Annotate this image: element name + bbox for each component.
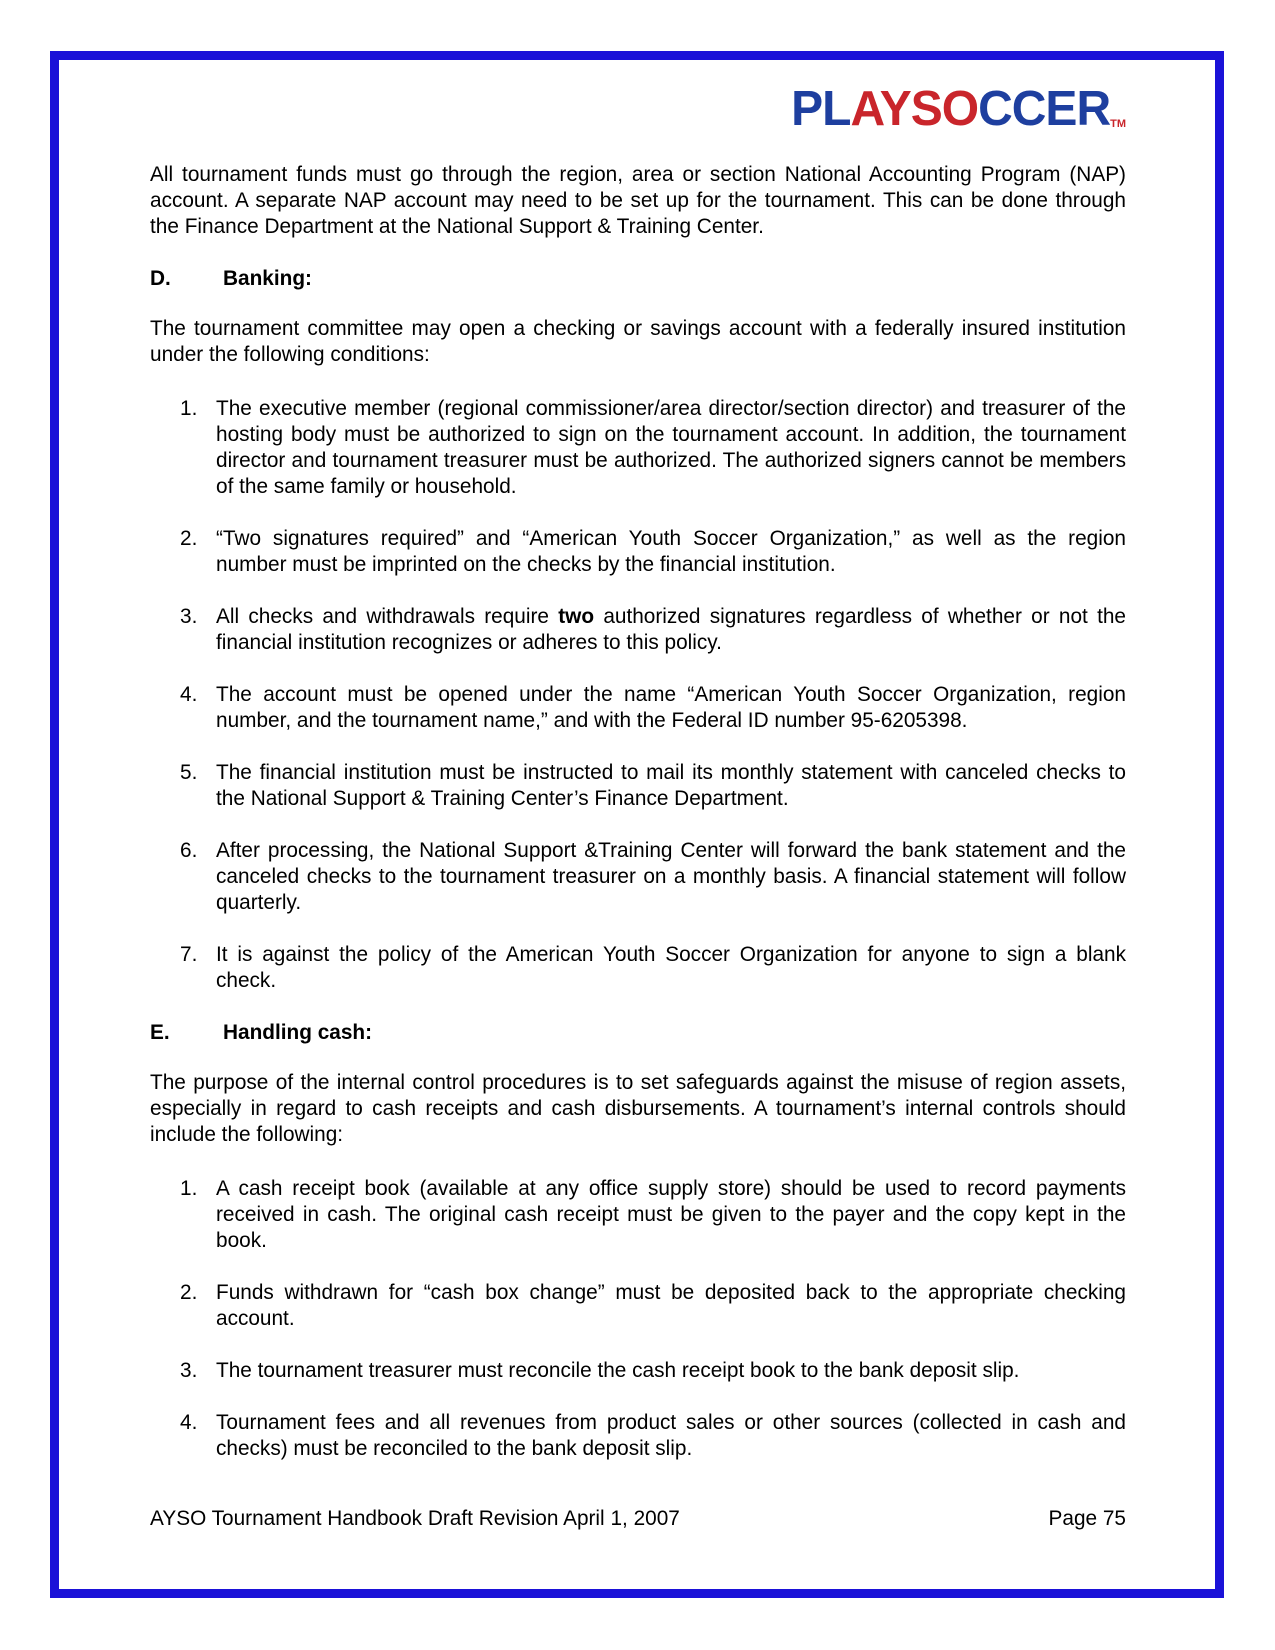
item-number: 2. (180, 1281, 198, 1304)
item-number: 6. (180, 839, 198, 862)
section-heading-banking (150, 266, 1126, 292)
item-text: Tournament fees and all revenues from product sales or other sources (collected in cash and checks) must be reconciled to the bank deposit slip. (216, 1411, 1126, 1460)
section-heading-handling-cash (150, 1020, 1126, 1046)
list-item (150, 1358, 1126, 1384)
item-text: It is against the policy of the American Youth Soccer Organization for anyone to sign a blank check. (216, 943, 1126, 992)
banking-list (150, 396, 1126, 994)
item-number: 7. (180, 943, 198, 966)
item-number: 2. (180, 527, 198, 550)
item-text: The tournament treasurer must reconcile the cash receipt book to the bank deposit slip. (216, 1359, 1020, 1382)
page-footer (150, 1506, 1126, 1532)
item-number: 3. (180, 1359, 198, 1382)
list-item (150, 396, 1126, 500)
item-text: Funds withdrawn for “cash box change” must be deposited back to the appropriate checking account. (216, 1281, 1126, 1330)
list-item (150, 604, 1126, 656)
page-number: Page 75 (1048, 1507, 1126, 1530)
list-item (150, 942, 1126, 994)
list-item (150, 760, 1126, 812)
item-number: 4. (180, 683, 198, 706)
section-letter: D. (150, 267, 171, 290)
item-number: 3. (180, 605, 198, 628)
list-item (150, 682, 1126, 734)
section-lead-banking: The tournament committee may open a checking or savings account with a federally insured institution under the following conditions: (150, 317, 1126, 366)
logo-segment-ccer: CCER (978, 82, 1111, 137)
list-item (150, 1176, 1126, 1254)
item-number: 5. (180, 761, 198, 784)
trademark-symbol: TM (1110, 118, 1126, 131)
item-text: A cash receipt book (available at any office supply store) should be used to record payments received in cash. The original cash receipt must be given to the payer and the copy kept in the book. (216, 1177, 1126, 1252)
item-number: 4. (180, 1411, 198, 1434)
page-border (50, 51, 1224, 1598)
logo-segment-ayso: AYSO (850, 82, 979, 137)
item-text: All checks and withdrawals require (216, 605, 559, 628)
item-text: authorized signatures regardless of whether or not the financial institution recognizes or adheres to this policy. (216, 605, 1126, 654)
item-text: The executive member (regional commissioner/area director/section director) and treasurer of the hosting body must be authorized to sign on the tournament account. In addition, the tournament director and tournament treasurer must be authorized. The authorized signers cannot be members of the same family or household. (216, 397, 1126, 498)
list-item (150, 526, 1126, 578)
item-text: The account must be opened under the name “American Youth Soccer Organization, region number, and the tournament name,” and with the Federal ID number 95-6205398. (216, 683, 1126, 732)
intro-paragraph: All tournament funds must go through the region, area or section National Accounting Program (NAP) account. A separate NAP account may need to be set up for the tournament. This can be done through the Finance Department at the National Support & Training Center. (150, 163, 1126, 238)
logo-row (150, 82, 1126, 148)
section-lead-handling-cash: The purpose of the internal control procedures is to set safeguards against the misuse of region assets, especially in regard to cash receipts and cash disbursements. A tournament’s internal controls should include the following: (150, 1071, 1126, 1146)
item-text: The financial institution must be instructed to mail its monthly statement with canceled checks to the National Support & Training Center’s Finance Department. (216, 761, 1126, 810)
item-text: After processing, the National Support &Training Center will forward the bank statement and the canceled checks to the tournament treasurer on a monthly basis. A financial statement will follow quarterly. (216, 839, 1126, 914)
list-item (150, 1280, 1126, 1332)
item-bold-text: two (558, 605, 595, 628)
handling-cash-list (150, 1176, 1126, 1462)
logo-segment-pl: PL (791, 82, 851, 137)
list-item (150, 1410, 1126, 1462)
footer-document-title: AYSO Tournament Handbook Draft Revision April 1, 2007 (150, 1507, 680, 1530)
item-number: 1. (180, 397, 198, 420)
section-title: Handling cash: (223, 1021, 373, 1044)
section-letter: E. (150, 1021, 170, 1044)
section-title: Banking: (223, 267, 312, 290)
playsoccer-logo (791, 82, 1126, 148)
list-item (150, 838, 1126, 916)
item-number: 1. (180, 1177, 198, 1200)
page-content (59, 82, 1215, 1462)
item-text: “Two signatures required” and “American Youth Soccer Organization,” as well as the region number must be imprinted on the checks by the financial institution. (216, 527, 1126, 576)
